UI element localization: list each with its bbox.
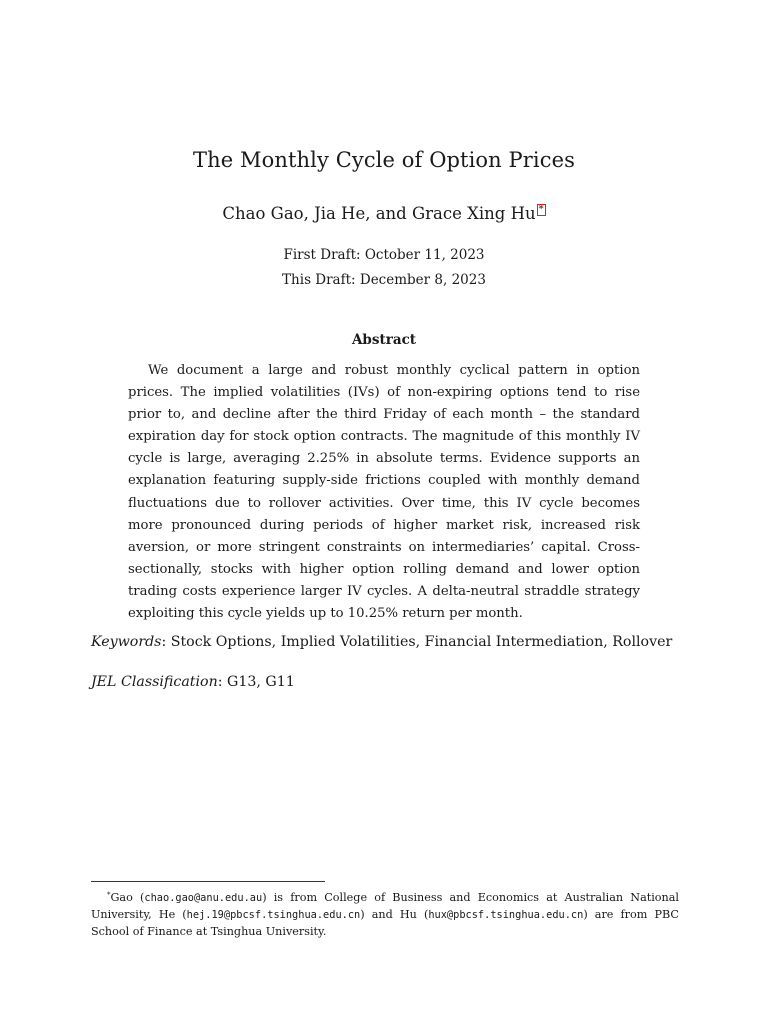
- footnote-text-2: ) is from College of Business and Economics at Australian National University, He (: [91, 891, 679, 921]
- keywords-text: : Stock Options, Implied Volatilities, Financial Intermediation, Rollover: [161, 634, 673, 650]
- jel-label: JEL Classification: [91, 674, 218, 690]
- author-footnote-link[interactable]: *: [538, 204, 544, 215]
- keywords-label: Keywords: [91, 634, 162, 650]
- footnote-text-4: ) are from PBC School of Finance at Tsinghua University.: [91, 907, 679, 938]
- footnote-divider: [91, 881, 325, 882]
- abstract-body: We document a large and robust monthly cyclical pattern in option prices. The implied volatilities (IVs) of non-expiring options tend to rise prior to, and decline after the third Friday of each month – the standard expiration day for stock option contracts. The magnitude of this monthly IV cycle is large, averaging 2.25% in absolute terms. Evidence supports an explanation featuring supply-side frictions coupled with monthly demand fluctuations due to rollover activities. Over time, this IV cycle becomes more pronounced during periods of higher market risk, increased risk aversion, or more stringent constraints on intermediaries’ capital. Cross-sectionally, stocks with higher option rolling demand and lower option trading costs experience larger IV cycles. A delta-neutral straddle strategy exploiting this cycle yields up to 10.25% return per month.: [128, 363, 640, 622]
- footnote-mark: *: [107, 891, 111, 899]
- this-draft-date: This Draft: December 8, 2023: [282, 272, 486, 288]
- footnote-text-1: Gao (: [110, 891, 145, 904]
- jel-text: : G13, G11: [217, 674, 295, 690]
- email-he-link[interactable]: hej.19@pbcsf.tsinghua.edu.cn: [186, 908, 361, 921]
- keywords-line: [91, 634, 691, 650]
- footnote-text-3: ) and Hu (: [360, 907, 429, 921]
- jel-classification-line: [91, 674, 691, 690]
- author-footnote: [91, 890, 679, 940]
- author-line: [0, 204, 768, 223]
- paper-title: The Monthly Cycle of Option Prices: [192, 148, 576, 172]
- first-draft-date: First Draft: October 11, 2023: [283, 247, 485, 263]
- email-gao-link[interactable]: chao.gao@anu.edu.au: [144, 892, 263, 904]
- author-names: Chao Gao, Jia He, and Grace Xing Hu: [222, 204, 536, 223]
- email-hu-link[interactable]: hux@pbcsf.tsinghua.edu.cn: [428, 908, 584, 921]
- abstract-heading: Abstract: [351, 332, 417, 348]
